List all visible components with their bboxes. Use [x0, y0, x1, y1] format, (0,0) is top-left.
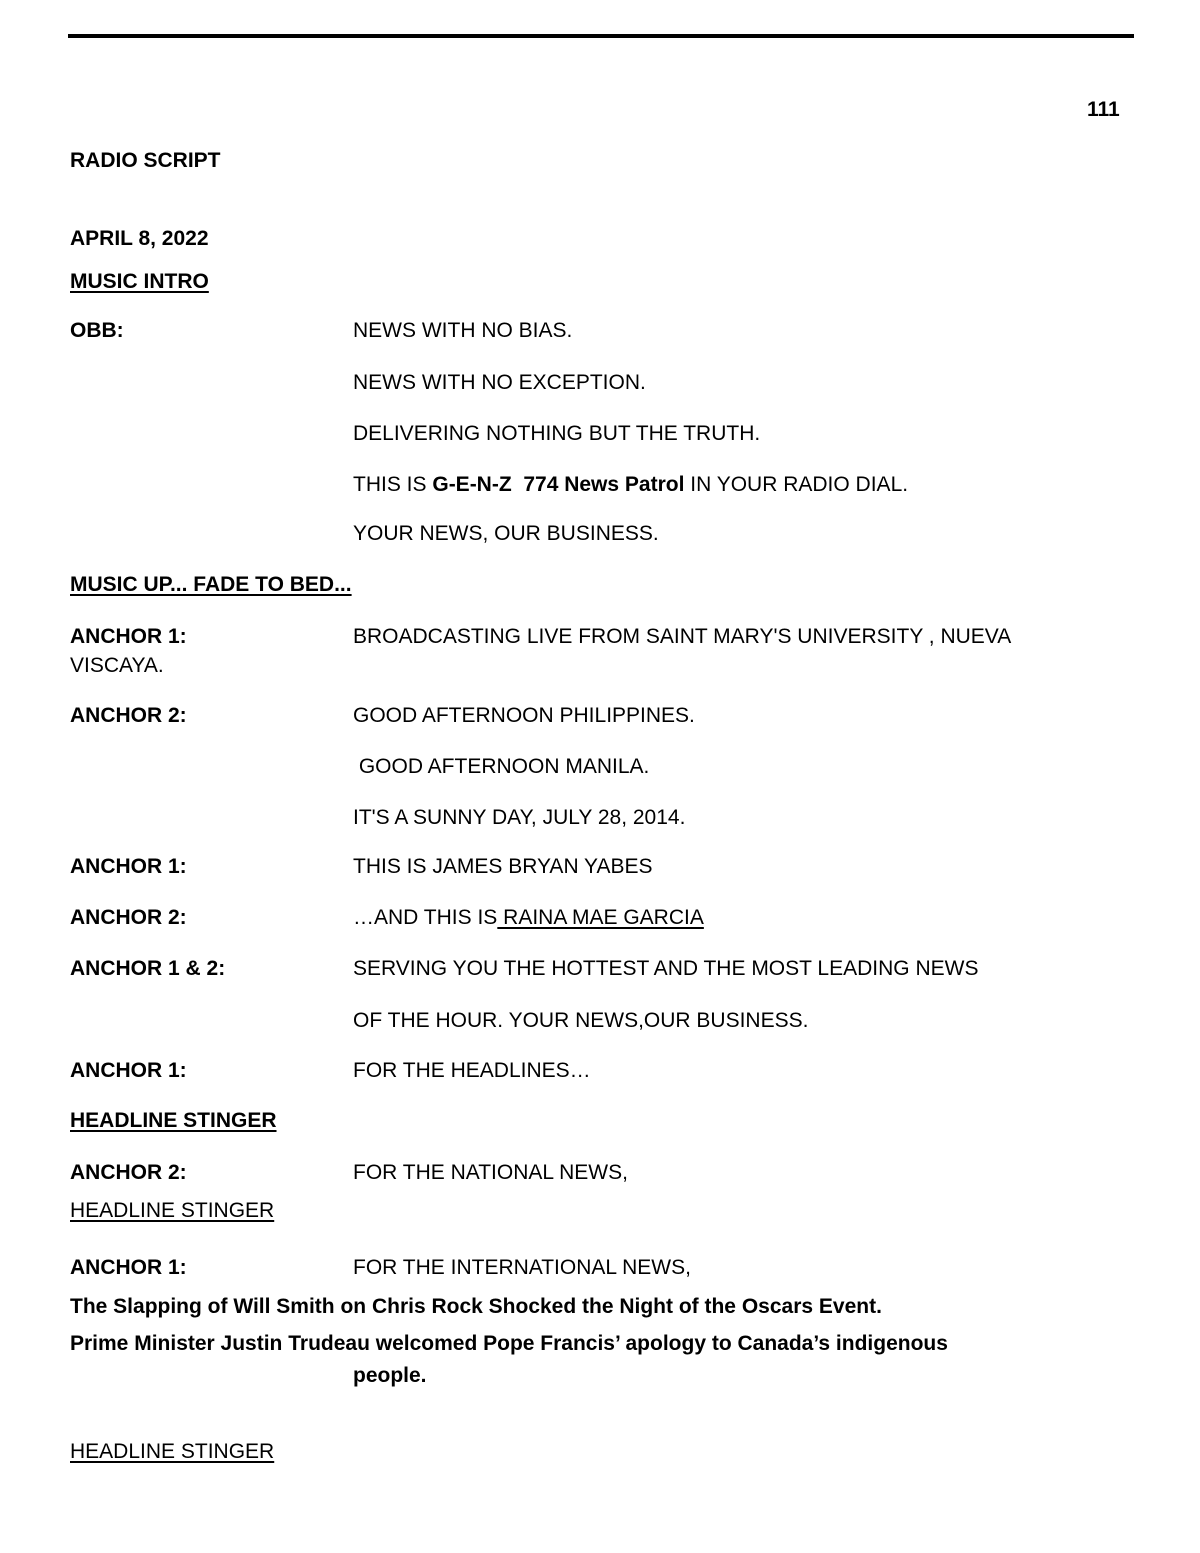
speaker-anchor-1: ANCHOR 1:: [70, 625, 187, 648]
speaker-anchor-2: ANCHOR 2:: [70, 704, 187, 727]
cue-headline-stinger: HEADLINE STINGER: [70, 1199, 275, 1222]
speaker-anchor-1: ANCHOR 1:: [70, 1256, 187, 1279]
anchor-line: FOR THE HEADLINES…: [353, 1059, 591, 1082]
anchor-intro-text: …AND THIS IS: [353, 906, 498, 929]
anchor-line: IT'S A SUNNY DAY, JULY 28, 2014.: [353, 806, 686, 829]
anchor-line: SERVING YOU THE HOTTEST AND THE MOST LEADING NEWS: [353, 957, 979, 980]
cue-headline-stinger: HEADLINE STINGER: [70, 1440, 275, 1463]
anchor-name: RAINA MAE GARCIA: [497, 906, 704, 929]
anchor-line: GOOD AFTERNOON PHILIPPINES.: [353, 704, 695, 727]
obb-line: DELIVERING NOTHING BUT THE TRUTH.: [353, 422, 761, 445]
page-number: 111: [1087, 98, 1120, 121]
speaker-anchor-1-and-2: ANCHOR 1 & 2:: [70, 957, 226, 980]
obb-line: NEWS WITH NO BIAS.: [353, 319, 573, 342]
headline-item: The Slapping of Will Smith on Chris Rock Shocked the Night of the Oscars Event.: [70, 1295, 882, 1318]
anchor-line: [353, 907, 704, 928]
anchor-line: FOR THE NATIONAL NEWS,: [353, 1161, 628, 1184]
speaker-obb: OBB:: [70, 319, 124, 342]
obb-tagline: YOUR NEWS, OUR BUSINESS.: [353, 522, 659, 545]
cue-music-up: MUSIC UP... FADE TO BED...: [70, 573, 352, 596]
speaker-anchor-1: ANCHOR 1:: [70, 1059, 187, 1082]
anchor-line: GOOD AFTERNOON MANILA.: [353, 755, 650, 778]
headline-item-continued: people.: [353, 1364, 427, 1387]
obb-line: NEWS WITH NO EXCEPTION.: [353, 371, 646, 394]
speaker-anchor-1: ANCHOR 1:: [70, 855, 187, 878]
anchor-line: THIS IS JAMES BRYAN YABES: [353, 855, 653, 878]
station-post: IN YOUR RADIO DIAL.: [684, 473, 909, 496]
speaker-anchor-2: ANCHOR 2:: [70, 1161, 187, 1184]
document-title: RADIO SCRIPT: [70, 149, 221, 172]
anchor-line-continued: VISCAYA.: [70, 654, 164, 677]
headline-item: Prime Minister Justin Trudeau welcomed Pope Francis’ apology to Canada’s indigenous: [70, 1332, 948, 1355]
top-rule: [68, 34, 1134, 38]
script-date: APRIL 8, 2022: [70, 227, 209, 250]
anchor-line: FOR THE INTERNATIONAL NEWS,: [353, 1256, 691, 1279]
station-name: G-E-N-Z 774 News Patrol: [432, 473, 685, 496]
cue-music-intro: MUSIC INTRO: [70, 270, 209, 293]
obb-station-line: [353, 474, 908, 495]
anchor-line: BROADCASTING LIVE FROM SAINT MARY'S UNIVERSITY , NUEVA: [353, 625, 1012, 648]
station-pre: THIS IS: [353, 473, 433, 496]
cue-headline-stinger: HEADLINE STINGER: [70, 1109, 277, 1132]
speaker-anchor-2: ANCHOR 2:: [70, 906, 187, 929]
anchor-line: OF THE HOUR. YOUR NEWS,OUR BUSINESS.: [353, 1009, 809, 1032]
